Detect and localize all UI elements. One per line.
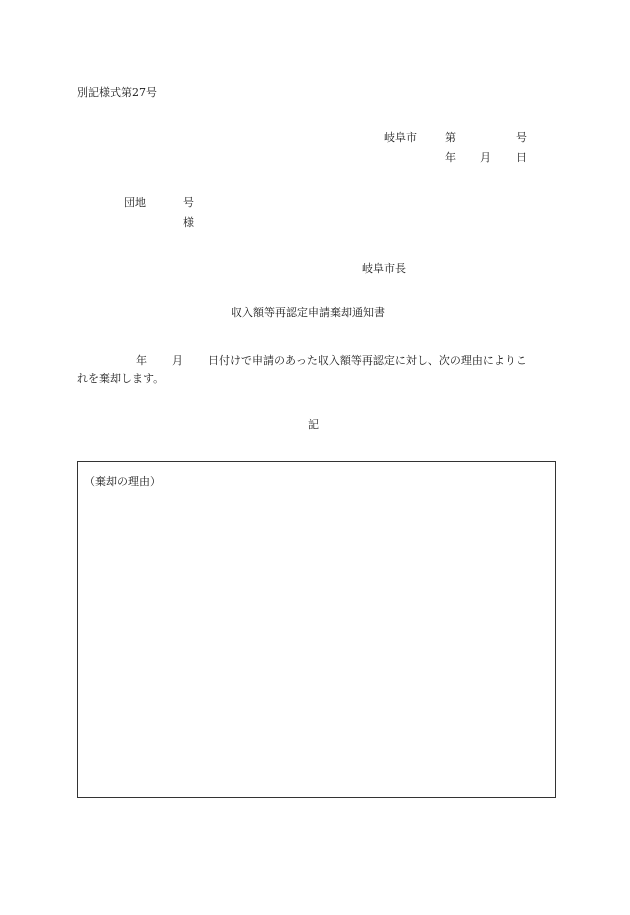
- issuer-city: 岐阜市: [384, 131, 417, 144]
- rejection-reason-box: [77, 461, 556, 798]
- document-title: 収入額等再認定申請棄却通知書: [231, 306, 385, 319]
- ki-heading: 記: [308, 418, 319, 431]
- addressee-go: 号: [183, 196, 194, 209]
- doc-number-suffix: 号: [516, 131, 527, 144]
- form-number: 別記様式第27号: [77, 86, 157, 99]
- addressee-danchi: 団地: [124, 196, 146, 209]
- addressee-honorific: 様: [183, 216, 194, 229]
- body-text-line1: 日付けで申請のあった収入額等再認定に対し、次の理由によりこ: [208, 354, 527, 367]
- body-year-label: 年: [136, 354, 147, 367]
- sender-name: 岐阜市長: [362, 262, 406, 275]
- body-text-line2: れを棄却します。: [77, 372, 165, 385]
- doc-number-prefix: 第: [445, 131, 456, 144]
- date-year-label: 年: [445, 151, 456, 164]
- body-month-label: 月: [172, 354, 183, 367]
- date-day-label: 日: [516, 151, 527, 164]
- date-month-label: 月: [480, 151, 491, 164]
- rejection-reason-label: （棄却の理由）: [84, 475, 161, 488]
